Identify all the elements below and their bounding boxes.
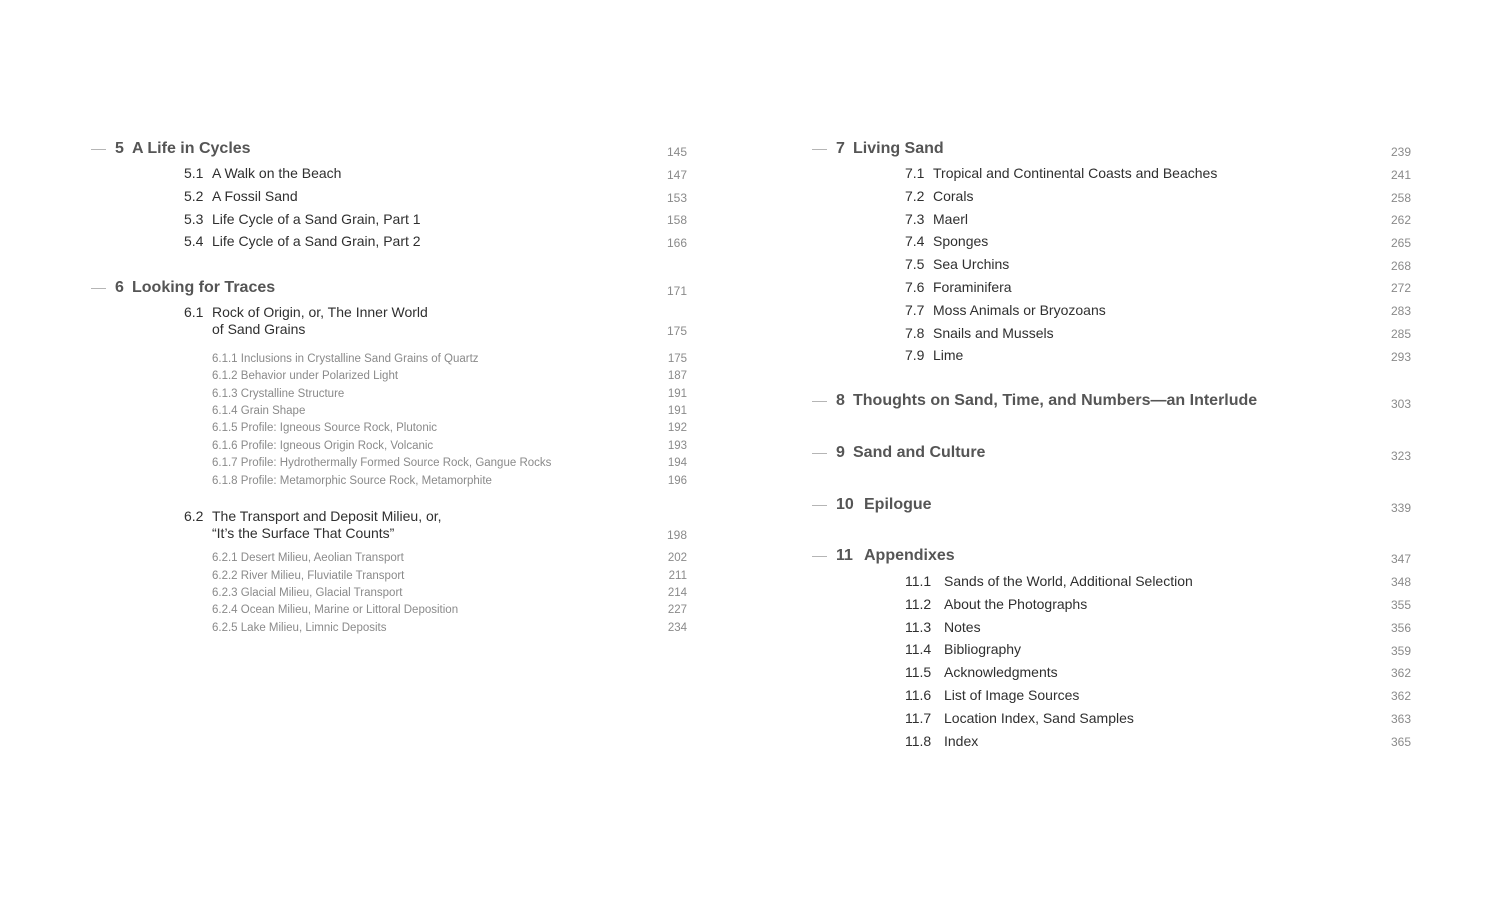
chapter-dash [812, 401, 827, 402]
page-number: 145 [666, 145, 687, 159]
chapter-number: 6 [115, 279, 124, 296]
chapter-title[interactable]: A Life in Cycles [132, 140, 251, 157]
page-number: 214 [667, 587, 687, 599]
section-title-continued[interactable]: of Sand Grains [212, 321, 306, 337]
page-number: 285 [1390, 327, 1411, 341]
page-number: 147 [666, 168, 687, 182]
subsection-title[interactable]: 6.2.2 River Milieu, Fluviatile Transport [212, 570, 405, 582]
section-title[interactable]: Lime [933, 347, 964, 363]
section-title[interactable]: Life Cycle of a Sand Grain, Part 2 [212, 233, 421, 249]
chapter-dash [812, 453, 827, 454]
section-number: 7.8 [905, 325, 925, 341]
page-number: 359 [1390, 644, 1411, 658]
section-number: 6.2 [184, 508, 204, 524]
page-number: 348 [1390, 575, 1411, 589]
subsection-title[interactable]: 6.1.6 Profile: Igneous Origin Rock, Volcanic [212, 440, 434, 452]
page-number: 175 [667, 353, 687, 365]
section-number: 11.8 [905, 733, 932, 749]
section-number: 11.5 [905, 664, 932, 680]
section-title[interactable]: A Fossil Sand [212, 188, 298, 204]
page-number: 175 [666, 324, 687, 338]
chapter-number: 5 [115, 140, 124, 157]
section-number: 11.1 [905, 573, 932, 589]
page-number: 192 [667, 422, 687, 434]
page-number: 323 [1390, 449, 1411, 463]
section-title[interactable]: Foraminifera [933, 279, 1012, 295]
section-title[interactable]: About the Photographs [944, 596, 1088, 612]
section-number: 5.4 [184, 233, 204, 249]
page-number: 198 [666, 528, 687, 542]
subsection-title[interactable]: 6.1.1 Inclusions in Crystalline Sand Grains of Quartz [212, 353, 479, 365]
section-number: 7.1 [905, 165, 925, 181]
page-number: 293 [1390, 350, 1411, 364]
page-number: 196 [667, 475, 687, 487]
page-number: 234 [667, 622, 687, 634]
section-number: 7.5 [905, 256, 925, 272]
page-number: 363 [1390, 712, 1411, 726]
page-number: 283 [1390, 304, 1411, 318]
chapter-dash [91, 149, 106, 150]
chapter-number: 10 [836, 496, 854, 513]
chapter-number: 9 [836, 444, 845, 461]
section-title[interactable]: Bibliography [944, 641, 1022, 657]
chapter-dash [812, 556, 827, 557]
page-number: 356 [1390, 621, 1411, 635]
subsection-title[interactable]: 6.1.4 Grain Shape [212, 405, 306, 417]
section-number: 6.1 [184, 304, 204, 320]
subsection-title[interactable]: 6.1.5 Profile: Igneous Source Rock, Plutonic [212, 422, 438, 434]
section-title[interactable]: Moss Animals or Bryozoans [933, 302, 1106, 318]
page-number: 227 [667, 604, 687, 616]
section-title[interactable]: A Walk on the Beach [212, 165, 342, 181]
chapter-number: 8 [836, 392, 845, 409]
subsection-title[interactable]: 6.2.5 Lake Milieu, Limnic Deposits [212, 622, 387, 634]
section-title[interactable]: Rock of Origin, or, The Inner World [212, 304, 428, 320]
section-title[interactable]: Sea Urchins [933, 256, 1010, 272]
page-number: 202 [667, 552, 687, 564]
section-title[interactable]: Sponges [933, 233, 989, 249]
subsection-title[interactable]: 6.1.2 Behavior under Polarized Light [212, 370, 399, 382]
page-number: 272 [1390, 281, 1411, 295]
chapter-title[interactable]: Looking for Traces [132, 279, 276, 296]
page-number: 187 [667, 370, 687, 382]
chapter-dash [91, 288, 106, 289]
chapter-number: 7 [836, 140, 845, 157]
chapter-dash [812, 149, 827, 150]
section-title[interactable]: Snails and Mussels [933, 325, 1054, 341]
page-number: 347 [1390, 552, 1411, 566]
page-number: 362 [1390, 666, 1411, 680]
page-number: 268 [1390, 259, 1411, 273]
page-number: 265 [1390, 236, 1411, 250]
section-number: 5.1 [184, 165, 204, 181]
section-number: 11.2 [905, 596, 932, 612]
page-number: 191 [667, 388, 687, 400]
chapter-title[interactable]: Living Sand [853, 140, 944, 157]
chapter-title[interactable]: Epilogue [864, 496, 932, 513]
chapter-title[interactable]: Appendixes [864, 547, 955, 564]
subsection-title[interactable]: 6.1.3 Crystalline Structure [212, 388, 345, 400]
section-title[interactable]: Notes [944, 619, 981, 635]
page-number: 258 [1390, 191, 1411, 205]
section-number: 11.3 [905, 619, 932, 635]
section-title[interactable]: Maerl [933, 211, 969, 227]
subsection-title[interactable]: 6.1.8 Profile: Metamorphic Source Rock, Metamorphite [212, 475, 492, 487]
page-number: 153 [666, 191, 687, 205]
section-title[interactable]: Corals [933, 188, 974, 204]
page-number: 362 [1390, 689, 1411, 703]
section-number: 7.3 [905, 211, 925, 227]
section-number: 7.2 [905, 188, 925, 204]
page-number: 365 [1390, 735, 1411, 749]
section-title[interactable]: List of Image Sources [944, 687, 1080, 703]
section-title[interactable]: Tropical and Continental Coasts and Beaches [933, 165, 1218, 181]
section-title[interactable]: Sands of the World, Additional Selection [944, 573, 1193, 589]
page-number: 339 [1390, 501, 1411, 515]
section-title[interactable]: Life Cycle of a Sand Grain, Part 1 [212, 211, 421, 227]
page-number: 355 [1390, 598, 1411, 612]
page-number: 303 [1390, 397, 1411, 411]
chapter-title[interactable]: Sand and Culture [853, 444, 986, 461]
chapter-dash [812, 505, 827, 506]
section-title-continued[interactable]: “It’s the Surface That Counts” [212, 525, 395, 541]
section-title[interactable]: The Transport and Deposit Milieu, or, [212, 508, 442, 524]
section-number: 7.4 [905, 233, 925, 249]
section-number: 11.6 [905, 687, 932, 703]
page-number: 239 [1390, 145, 1411, 159]
section-title[interactable]: Location Index, Sand Samples [944, 710, 1134, 726]
subsection-title[interactable]: 6.2.4 Ocean Milieu, Marine or Littoral Deposition [212, 604, 459, 616]
section-number: 11.7 [905, 710, 932, 726]
section-number: 7.9 [905, 347, 925, 363]
page-number: 191 [667, 405, 687, 417]
page-number: 193 [667, 440, 687, 452]
page-number: 262 [1390, 213, 1411, 227]
section-title[interactable]: Index [944, 733, 979, 749]
section-title[interactable]: Acknowledgments [944, 664, 1058, 680]
page-number: 171 [666, 284, 687, 298]
page-number: 211 [668, 570, 687, 582]
chapter-title[interactable]: Thoughts on Sand, Time, and Numbers—an Interlude [853, 392, 1258, 409]
subsection-title[interactable]: 6.2.1 Desert Milieu, Aeolian Transport [212, 552, 404, 564]
page-number: 194 [667, 457, 687, 469]
page-number: 166 [666, 236, 687, 250]
subsection-title[interactable]: 6.2.3 Glacial Milieu, Glacial Transport [212, 587, 403, 599]
subsection-title[interactable]: 6.1.7 Profile: Hydrothermally Formed Source Rock, Gangue Rocks [212, 457, 552, 469]
section-number: 7.7 [905, 302, 925, 318]
chapter-number: 11 [836, 547, 853, 564]
section-number: 5.2 [184, 188, 204, 204]
section-number: 7.6 [905, 279, 925, 295]
page-number: 158 [666, 213, 687, 227]
section-number: 11.4 [905, 641, 932, 657]
page-number: 241 [1390, 168, 1411, 182]
section-number: 5.3 [184, 211, 204, 227]
